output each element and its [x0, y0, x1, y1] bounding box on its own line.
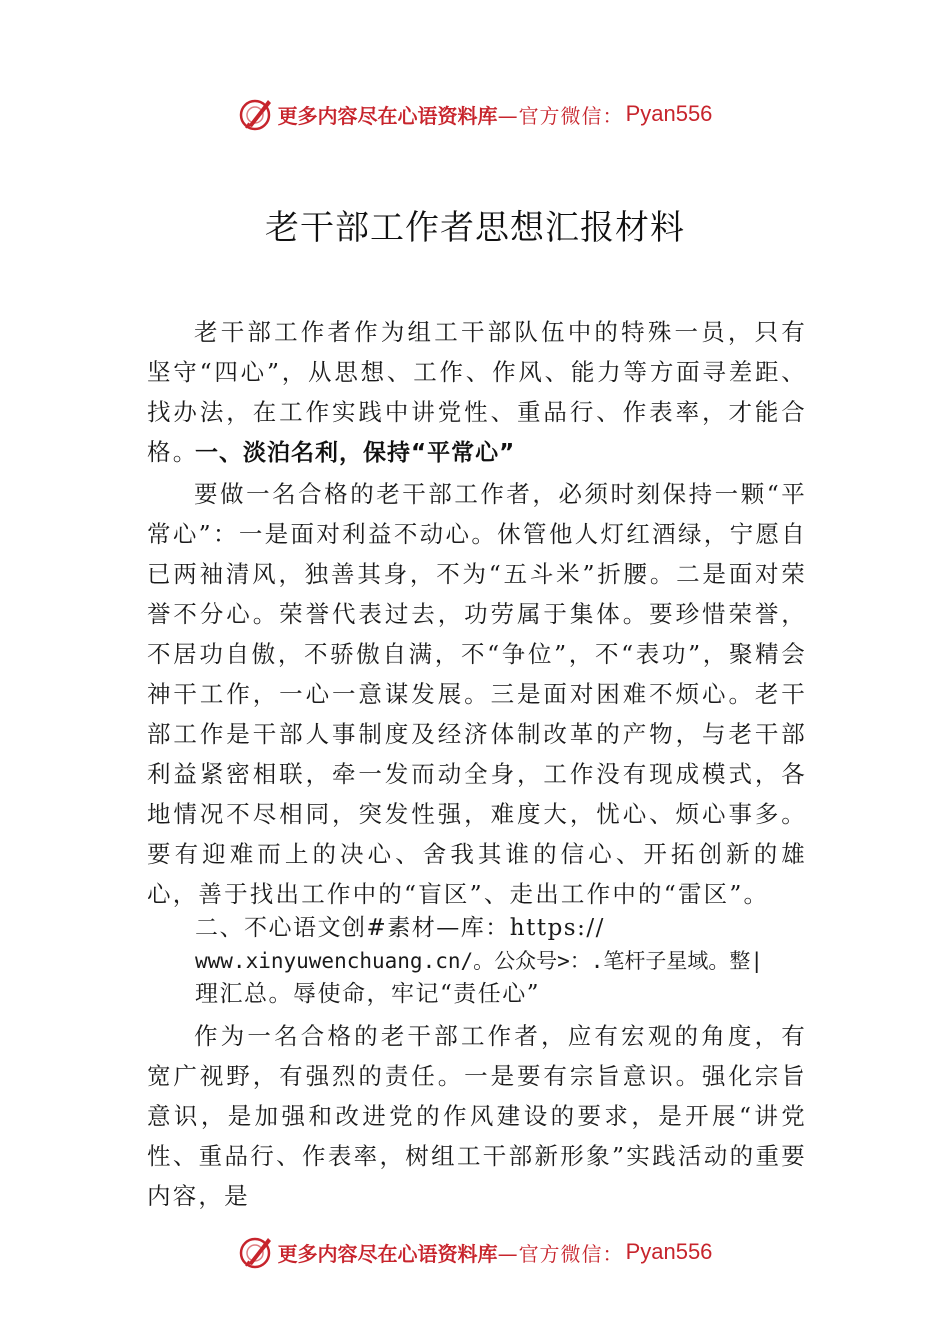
intro-paragraph: 老干部工作者作为组工干部队伍中的特殊一员，只有坚守“四心”，从思想、工作、作风、能力等方面寻差距、找办法，在工作实践中讲党性、重品行、作表率，才能合格。 — [147, 318, 807, 466]
paragraph-2-block — [147, 1016, 807, 1216]
section-heading-2 — [195, 912, 825, 1011]
quill-logo-icon — [238, 1234, 274, 1270]
top-watermark-banner — [0, 94, 950, 134]
bottom-watermark-banner — [0, 1232, 950, 1272]
paragraph-1-block — [147, 474, 807, 914]
heading-2-line-1: 二、不心语文创#素材—库：https:// — [195, 915, 605, 941]
paragraph-2: 作为一名合格的老干部工作者，应有宏观的角度，有宽广视野，有强烈的责任。一是要有宗旨意识。强化宗旨意识，是加强和改进党的作风建设的要求，是开展“讲党性、重品行、作表率，树组工干部新形象”实践活动的重要内容，是 — [147, 1022, 807, 1210]
heading-2-line-2: www.xinyuwenchuang.cn/。公众号>：.笔杆子星域。整| — [195, 949, 764, 973]
wechat-label: —官方微信： — [497, 103, 624, 128]
paragraph-1: 要做一名合格的老干部工作者，必须时刻保持一颗“平常心”：一是面对利益不动心。休管他人灯红酒绿，宁愿自已两袖清风，独善其身，不为“五斗米”折腰。二是面对荣誉不分心。荣誉代表过去，功劳属于集体。要珍惜荣誉，不居功自傲，不骄傲自满，不“争位”，不“表功”，聚精会神干工作，一心一意谋发展。三是面对困难不烦心。老干部工作是干部人事制度及经济体制改革的产物，与老干部利益紧密相联，牵一发而动全身，工作没有现成模式，各地情况不尽相同，突发性强，难度大，忧心、烦心事多。要有迎难而上的决心、舍我其谁的信心、开拓创新的雄心，善于找出工作中的“盲区”、走出工作中的“雷区”。 — [147, 480, 807, 908]
brand-name: 更多内容尽在心语资料库 — [277, 1241, 498, 1266]
brand-name: 更多内容尽在心语资料库 — [277, 103, 498, 128]
heading-2-line-3: 理汇总。辱使命，牢记“责任心” — [195, 981, 541, 1007]
quill-logo-icon — [238, 96, 274, 132]
document-title: 老干部工作者思想汇报材料 — [265, 208, 685, 248]
wechat-label: —官方微信： — [497, 1241, 624, 1266]
wechat-account: Pyan556 — [625, 1239, 713, 1264]
wechat-account: Pyan556 — [625, 101, 713, 126]
section-heading-1: 一、淡泊名利，保持“平常心” — [195, 440, 516, 466]
